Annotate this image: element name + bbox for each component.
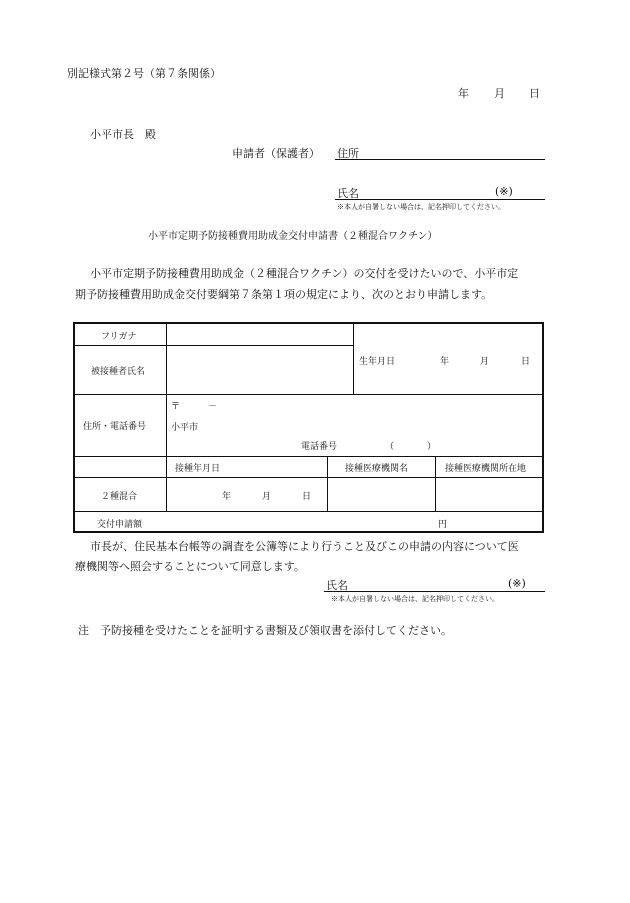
signature-note: ※本人が自署しない場合は、記名押印してください。 [337, 203, 505, 211]
yen-label: 円 [438, 520, 448, 530]
consent-seal-mark: (※) [508, 577, 526, 590]
addressee: 小平市長 殿 [90, 128, 156, 141]
furigana-label: フリガナ [101, 332, 137, 342]
form-title: 小平市定期予防接種費用助成金交付申請書（２種混合ワクチン） [148, 231, 438, 242]
address-phone-label: 住所・電話番号 [83, 422, 147, 432]
birth-month: 月 [480, 357, 490, 367]
postal-dash: － [208, 402, 218, 412]
col-divider-label [166, 324, 167, 511]
clinic-name-header: 接種医療機関名 [345, 464, 409, 474]
amount-label: 交付申請額 [97, 520, 143, 530]
application-table [73, 322, 544, 533]
phone-paren-open: （ [385, 442, 395, 452]
vacc-year: 年 [222, 492, 232, 502]
consent-signature-note: ※本人が自署しない場合は、記名押印してください。 [331, 595, 499, 603]
row-line-furigana [75, 345, 354, 346]
phone-label: 電話番号 [301, 442, 338, 452]
patient-name-label: 被接種者氏名 [91, 367, 146, 377]
postal-mark: 〒 [171, 402, 181, 412]
clinic-location-header: 接種医療機関所在地 [445, 464, 527, 474]
address-label: 住所 [337, 147, 359, 160]
name-label: 氏名 [337, 187, 359, 200]
date-year: 年 [458, 87, 469, 100]
vacc-month: 月 [262, 492, 272, 502]
vaccine-label: ２種混合 [101, 492, 138, 502]
col-divider-birth [353, 324, 354, 394]
name-underline[interactable] [335, 199, 545, 200]
vacc-date-header: 接種年月日 [175, 464, 221, 474]
consent-line-2: 療機関等へ照会することについて同意します。 [75, 560, 305, 573]
consent-name-underline[interactable] [324, 591, 545, 592]
col-divider-location [435, 456, 436, 511]
attachment-note: 注 予防接種を受けたことを証明する書類及び領収書を添付してください。 [78, 624, 452, 637]
date-day: 日 [529, 87, 540, 100]
intro-line-2: 期予防接種費用助成金交付要綱第７条第１項の規定により、次のとおり申請します。 [75, 288, 493, 301]
phone-paren-close: ） [427, 442, 437, 452]
consent-line-1: 市長が、住民基本台帳等の調査を公簿等により行うこと及びこの申請の内容について医 [90, 540, 519, 553]
row-line-address [75, 456, 542, 457]
applicant-label: 申請者（保護者） [232, 147, 320, 160]
col-divider-clinic [327, 456, 328, 511]
row-line-header [75, 477, 542, 478]
intro-line-1: 小平市定期予防接種費用助成金（２種混合ワクチン）の交付を受けたいので、小平市定 [90, 267, 519, 280]
row-line-vaccine [75, 511, 542, 512]
vacc-day: 日 [302, 492, 312, 502]
consent-name-label: 氏名 [326, 579, 348, 592]
birth-day: 日 [521, 357, 531, 367]
address-underline[interactable] [335, 159, 545, 160]
form-number: 別記様式第２号（第７条関係） [67, 67, 221, 80]
city: 小平市 [171, 423, 199, 433]
seal-mark: (※) [495, 185, 513, 198]
birthdate-label: 生年月日 [359, 357, 396, 367]
date-month: 月 [494, 87, 505, 100]
birth-year: 年 [440, 357, 450, 367]
row-line-name [75, 394, 542, 395]
